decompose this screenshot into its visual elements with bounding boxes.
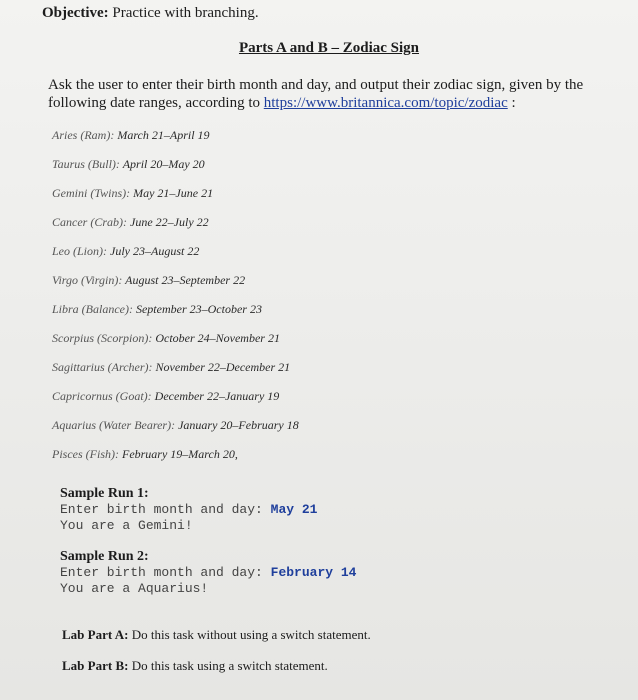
- zodiac-item: [52, 128, 472, 157]
- lab-part-a-label: Lab Part A:: [62, 627, 129, 642]
- zodiac-range: April 20–May 20: [119, 157, 205, 171]
- zodiac-range: January 20–February 18: [175, 418, 299, 432]
- zodiac-item: [52, 157, 472, 186]
- zodiac-item: [52, 360, 472, 389]
- sample-run-1-input: May 21: [270, 502, 318, 517]
- zodiac-item: [52, 302, 472, 331]
- objective-text: Practice with branching.: [108, 5, 259, 21]
- zodiac-name: Virgo (Virgin):: [52, 273, 123, 287]
- zodiac-name: Leo (Lion):: [52, 244, 107, 258]
- intro-after: :: [507, 95, 516, 111]
- zodiac-name: Sagittarius (Archer):: [52, 360, 153, 374]
- zodiac-range: August 23–September 22: [122, 273, 246, 287]
- sample-run-2-title: Sample Run 2:: [60, 549, 149, 564]
- sample-run-2-output: You are a Aquarius!: [60, 581, 209, 596]
- zodiac-item: [52, 389, 472, 418]
- zodiac-name: Aries (Ram):: [52, 128, 115, 142]
- section-heading-text: Parts A and B – Zodiac Sign: [238, 40, 420, 56]
- zodiac-item: [52, 331, 472, 360]
- section-heading: [0, 40, 638, 57]
- zodiac-range: February 19–March 20,: [118, 447, 238, 461]
- zodiac-item: [52, 244, 472, 273]
- zodiac-name: Capricornus (Goat):: [52, 389, 152, 403]
- lab-part-a-text: Do this task without using a switch statement.: [128, 627, 371, 642]
- objective-line: [42, 5, 259, 22]
- zodiac-name: Aquarius (Water Bearer):: [52, 418, 176, 432]
- zodiac-range: June 22–July 22: [127, 215, 209, 229]
- zodiac-range: March 21–April 19: [114, 128, 210, 142]
- zodiac-range: December 22–January 19: [151, 389, 280, 403]
- intro-paragraph: [48, 76, 623, 112]
- zodiac-range: October 24–November 21: [152, 331, 280, 345]
- britannica-link[interactable]: https://www.britannica.com/topic/zodiac: [263, 95, 508, 111]
- zodiac-range: November 22–December 21: [152, 360, 291, 374]
- zodiac-item: [52, 186, 472, 215]
- zodiac-range: September 23–October 23: [132, 302, 262, 316]
- sample-run-2-prompt-line: [60, 565, 480, 581]
- sample-run-1-prompt: Enter birth month and day:: [60, 502, 271, 517]
- lab-part-b-text: Do this task using a switch statement.: [128, 658, 328, 673]
- zodiac-name: Scorpius (Scorpion):: [52, 331, 153, 345]
- zodiac-name: Cancer (Crab):: [52, 215, 127, 229]
- lab-part-a: [62, 627, 371, 643]
- zodiac-list: [52, 128, 472, 476]
- sample-run-2: [60, 549, 480, 597]
- lab-part-b: [62, 658, 328, 674]
- zodiac-name: Gemini (Twins):: [52, 186, 131, 200]
- sample-run-2-prompt: Enter birth month and day:: [60, 565, 271, 580]
- sample-run-1-output: You are a Gemini!: [60, 518, 193, 533]
- zodiac-range: July 23–August 22: [107, 244, 200, 258]
- zodiac-item: [52, 418, 472, 447]
- objective-label: Objective:: [42, 5, 109, 21]
- zodiac-item: [52, 447, 472, 476]
- sample-run-1-title: Sample Run 1:: [60, 486, 149, 501]
- zodiac-name: Pisces (Fish):: [52, 447, 119, 461]
- zodiac-name: Libra (Balance):: [52, 302, 133, 316]
- sample-run-1-prompt-line: [60, 502, 480, 518]
- intro-text: Ask the user to enter their birth month and day, and output their zodiac sign, given by the following date ranges, according to: [48, 77, 584, 111]
- sample-run-1: [60, 486, 480, 534]
- lab-part-b-label: Lab Part B:: [62, 658, 129, 673]
- zodiac-item: [52, 273, 472, 302]
- zodiac-name: Taurus (Bull):: [52, 157, 120, 171]
- zodiac-item: [52, 215, 472, 244]
- zodiac-range: May 21–June 21: [130, 186, 214, 200]
- sample-run-2-input: February 14: [270, 565, 357, 580]
